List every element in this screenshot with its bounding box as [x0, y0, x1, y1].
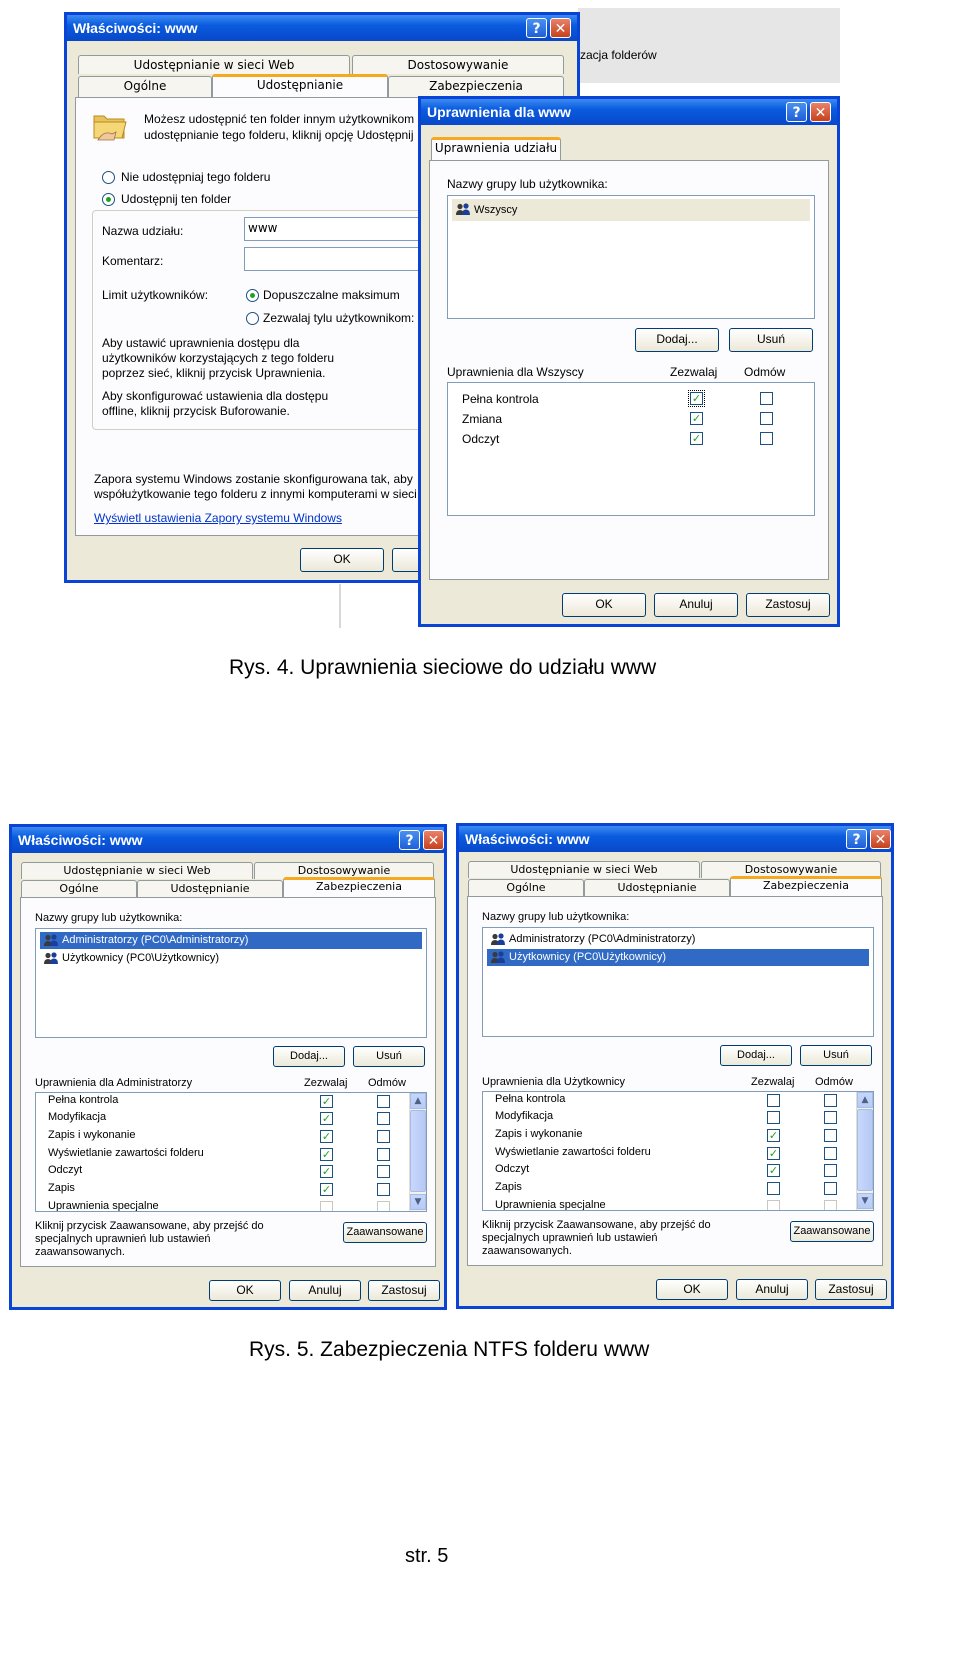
perm-allow-change[interactable]: ✓: [691, 412, 702, 425]
users-listbox[interactable]: [35, 928, 427, 1038]
cancel-button[interactable]: Anuluj: [289, 1280, 361, 1301]
perm-name-list-folder: Wyświetlanie zawartości folderu: [495, 1146, 651, 1158]
allow-column-header: Zezwalaj: [304, 1077, 348, 1089]
perm-name-read: Odczyt: [462, 432, 500, 446]
firewall-text-1: Zapora systemu Windows zostanie skonfigurowana tak, aby: [94, 472, 413, 486]
radio-limit-allow-label: Zezwalaj tylu użytkownikom:: [263, 311, 415, 325]
permissions-scrollbar[interactable]: [856, 1092, 873, 1210]
properties-window-security-admins: [9, 824, 447, 1310]
close-button[interactable]: [870, 829, 891, 849]
perm-name-read-execute: Zapis i wykonanie: [495, 1128, 583, 1140]
perm-name-modify: Modyfikacja: [495, 1110, 554, 1122]
user-limit-label: Limit użytkowników:: [102, 288, 209, 302]
add-button[interactable]: Dodaj...: [720, 1045, 792, 1066]
allow-column-header: Zezwalaj: [670, 365, 718, 379]
figure-4-caption: Rys. 4. Uprawnienia sieciowe do udziału www: [229, 656, 657, 679]
advanced-button[interactable]: Zaawansowane: [343, 1222, 427, 1243]
share-permissions-panel: [429, 160, 829, 580]
remove-button[interactable]: Usuń: [800, 1045, 872, 1066]
list-item[interactable]: [40, 950, 422, 967]
perm-allow-read-execute[interactable]: ✓: [321, 1130, 332, 1143]
perm-allow-modify[interactable]: ✓: [321, 1112, 332, 1125]
user-name: Wszyscy: [474, 204, 518, 216]
close-icon: ✕: [554, 21, 567, 37]
user-name: Użytkownicy (PC0\Użytkownicy): [62, 952, 220, 964]
perm-deny-write[interactable]: [377, 1183, 390, 1196]
close-icon: ✕: [874, 832, 887, 848]
tab-share-permissions[interactable]: Uprawnienia udziału: [431, 137, 561, 161]
sharing-intro-line2: udostępnianie tego folderu, kliknij opcję Udostępnij: [144, 128, 414, 142]
advanced-hint-3: zaawansowanych.: [35, 1246, 125, 1258]
apply-button[interactable]: Zastosuj: [815, 1279, 887, 1300]
help-button[interactable]: [399, 830, 420, 850]
tab-customize[interactable]: Dostosowywanie: [254, 862, 434, 879]
advanced-hint-2: specjalnych uprawnień lub ustawień: [482, 1232, 658, 1244]
deny-column-header: Odmów: [815, 1076, 853, 1088]
title-bar: [67, 15, 577, 41]
advanced-hint-2: specjalnych uprawnień lub ustawień: [35, 1233, 211, 1245]
firewall-text-2: współużytkowanie tego folderu z innymi komputerami w sieci: [94, 487, 417, 501]
advanced-hint-1: Kliknij przycisk Zaawansowane, aby przejść do: [35, 1220, 264, 1232]
apply-button[interactable]: Zastosuj: [746, 593, 830, 617]
perm-allow-write[interactable]: [767, 1182, 780, 1195]
deny-column-header: Odmów: [368, 1077, 406, 1089]
perm-deny-list-folder[interactable]: [377, 1148, 390, 1161]
permissions-list: [447, 382, 815, 516]
perm-name-read-execute: Zapis i wykonanie: [48, 1129, 136, 1141]
ok-button[interactable]: OK: [656, 1279, 728, 1300]
tab-security[interactable]: Zabezpieczenia: [283, 877, 435, 898]
perm-deny-read[interactable]: [377, 1165, 390, 1178]
tab-general[interactable]: Ogólne: [468, 879, 584, 897]
perm-allow-list-folder[interactable]: ✓: [768, 1147, 779, 1160]
radio-share[interactable]: [102, 193, 115, 206]
ok-button[interactable]: OK: [562, 593, 646, 617]
perm-allow-full-control[interactable]: [767, 1094, 780, 1107]
add-button[interactable]: Dodaj...: [635, 328, 719, 352]
perm-allow-special: [767, 1200, 780, 1211]
perm-deny-read[interactable]: [824, 1164, 837, 1177]
tab-customize[interactable]: Dostosowywanie: [352, 55, 564, 74]
group-names-label: Nazwy grupy lub użytkownika:: [35, 912, 183, 924]
permissions-hint-1: Aby ustawić uprawnienia dostępu dla: [102, 336, 300, 350]
close-button[interactable]: [810, 102, 831, 122]
perm-deny-full-control[interactable]: [760, 392, 773, 405]
perm-deny-read-execute[interactable]: [824, 1129, 837, 1142]
users-icon: [44, 952, 58, 965]
help-icon: ?: [532, 21, 541, 37]
radio-limit-max-label: Dopuszczalne maksimum: [263, 288, 400, 302]
perm-deny-modify[interactable]: [824, 1111, 837, 1124]
perm-allow-read[interactable]: ✓: [691, 432, 702, 445]
radio-share-label: Udostępnij ten folder: [121, 192, 232, 206]
tab-security[interactable]: Zabezpieczenia: [730, 876, 882, 897]
ok-button[interactable]: OK: [300, 548, 384, 572]
permissions-hint-3: poprzez sieć, kliknij przycisk Uprawnienia.: [102, 366, 326, 380]
perm-allow-read[interactable]: ✓: [768, 1164, 779, 1177]
background-divider: [339, 584, 341, 628]
perm-name-change: Zmiana: [462, 412, 503, 426]
advanced-hint-3: zaawansowanych.: [482, 1245, 572, 1257]
radio-limit-max[interactable]: [246, 289, 259, 302]
firewall-settings-link[interactable]: Wyświetl ustawienia Zapory systemu Windows: [94, 511, 342, 525]
scroll-thumb[interactable]: [857, 1109, 873, 1191]
perm-deny-list-folder[interactable]: [824, 1147, 837, 1160]
tab-security[interactable]: Zabezpieczenia: [388, 76, 564, 97]
tab-sharing[interactable]: Udostępnianie: [584, 879, 730, 897]
permissions-list: [35, 1092, 427, 1212]
users-icon: [456, 203, 470, 216]
share-permissions-window: [418, 96, 840, 627]
figure-5-caption: Rys. 5. Zabezpieczenia NTFS folderu www: [249, 1338, 650, 1361]
tab-web-sharing[interactable]: Udostępnianie w sieci Web: [468, 861, 700, 878]
help-icon: ?: [852, 832, 861, 848]
share-name-input[interactable]: www: [244, 217, 562, 241]
tab-general[interactable]: Ogólne: [78, 76, 212, 97]
close-button[interactable]: [550, 18, 571, 38]
permissions-scrollbar[interactable]: [409, 1093, 426, 1211]
perm-name-full-control: Pełna kontrola: [48, 1094, 119, 1106]
perm-allow-special: [320, 1201, 333, 1212]
ok-button[interactable]: OK: [209, 1280, 281, 1301]
share-name-label: Nazwa udziału:: [102, 224, 184, 238]
user-name: Administratorzy (PC0\Administratorzy): [62, 934, 249, 946]
help-button[interactable]: [526, 18, 547, 38]
perm-deny-read[interactable]: [760, 432, 773, 445]
tab-sharing[interactable]: Udostępnianie: [137, 880, 283, 898]
close-button[interactable]: [423, 830, 444, 850]
help-button[interactable]: [786, 102, 807, 122]
perm-deny-special: [824, 1200, 837, 1211]
remove-button[interactable]: Usuń: [729, 328, 813, 352]
radio-limit-allow[interactable]: [246, 312, 259, 325]
window-title: Uprawnienia dla www: [427, 104, 571, 120]
perm-deny-modify[interactable]: [377, 1112, 390, 1125]
users-listbox[interactable]: [447, 195, 815, 319]
perm-allow-list-folder[interactable]: ✓: [321, 1148, 332, 1161]
perm-deny-change[interactable]: [760, 412, 773, 425]
permissions-for-label: Uprawnienia dla Użytkownicy: [482, 1076, 626, 1088]
deny-column-header: Odmów: [744, 365, 786, 379]
perm-name-write: Zapis: [495, 1181, 522, 1193]
perm-allow-full-control[interactable]: ✓: [691, 392, 702, 405]
add-button[interactable]: Dodaj...: [273, 1046, 345, 1067]
perm-deny-full-control[interactable]: [377, 1095, 390, 1108]
perm-allow-read[interactable]: ✓: [321, 1165, 332, 1178]
tab-web-sharing[interactable]: Udostępnianie w sieci Web: [21, 862, 253, 879]
user-name: Użytkownicy (PC0\Użytkownicy): [509, 951, 667, 963]
advanced-button[interactable]: Zaawansowane: [790, 1221, 874, 1242]
window-title: Właściwości: www: [18, 832, 143, 848]
tab-customize[interactable]: Dostosowywanie: [701, 861, 881, 878]
cancel-button[interactable]: Anuluj: [654, 593, 738, 617]
users-icon: [491, 933, 505, 946]
comment-label: Komentarz:: [102, 254, 164, 268]
users-icon: [491, 951, 505, 964]
group-names-label: Nazwy grupy lub użytkownika:: [447, 177, 608, 191]
perm-name-read: Odczyt: [495, 1163, 530, 1175]
perm-deny-full-control[interactable]: [824, 1094, 837, 1107]
scroll-down-icon[interactable]: ▼: [857, 1193, 873, 1209]
perm-allow-full-control[interactable]: ✓: [321, 1095, 332, 1108]
offline-hint-1: Aby skonfigurować ustawienia dla dostępu: [102, 389, 329, 403]
security-panel: [467, 896, 883, 1266]
window-title: Właściwości: www: [465, 831, 590, 847]
help-icon: ?: [792, 105, 801, 121]
apply-button[interactable]: Zastosuj: [368, 1280, 440, 1301]
sharing-intro-line1: Możesz udostępnić ten folder innym użytkownikom: [144, 112, 415, 126]
page-number: str. 5: [405, 1545, 449, 1567]
remove-button[interactable]: Usuń: [353, 1046, 425, 1067]
cancel-button[interactable]: Anuluj: [736, 1279, 808, 1300]
perm-allow-read-execute[interactable]: ✓: [768, 1129, 779, 1142]
scroll-down-icon[interactable]: ▼: [410, 1194, 426, 1210]
perm-name-modify: Modyfikacja: [48, 1111, 107, 1123]
perm-name-full-control: Pełna kontrola: [462, 392, 539, 406]
help-button[interactable]: [846, 829, 867, 849]
permissions-for-label: Uprawnienia dla Wszyscy: [447, 365, 584, 379]
perm-deny-special: [377, 1201, 390, 1212]
list-item[interactable]: [40, 932, 422, 949]
permissions-hint-2: użytkowników korzystających z tego folderu: [102, 351, 335, 365]
user-name: Administratorzy (PC0\Administratorzy): [509, 933, 696, 945]
perm-name-special: Uprawnienia specjalne: [48, 1200, 159, 1212]
close-icon: ✕: [427, 833, 440, 849]
scroll-thumb[interactable]: [410, 1110, 426, 1192]
radio-no-share[interactable]: [102, 171, 115, 184]
users-listbox[interactable]: [482, 927, 874, 1037]
window-title: Właściwości: www: [73, 20, 198, 36]
list-item[interactable]: [452, 199, 810, 221]
allow-column-header: Zezwalaj: [751, 1076, 795, 1088]
title-bar: [12, 827, 444, 853]
group-names-label: Nazwy grupy lub użytkownika:: [482, 911, 630, 923]
close-icon: ✕: [814, 105, 827, 121]
perm-name-special: Uprawnienia specjalne: [495, 1199, 606, 1211]
perm-deny-read-execute[interactable]: [377, 1130, 390, 1143]
background-window-strip: [578, 8, 840, 83]
permissions-for-label: Uprawnienia dla Administratorzy: [35, 1077, 193, 1089]
scroll-up-icon[interactable]: ▲: [857, 1092, 873, 1108]
background-window-text: zacja folderów: [580, 48, 657, 62]
offline-hint-2: offline, kliknij przycisk Buforowanie.: [102, 404, 290, 418]
shared-folder-icon: [92, 110, 128, 142]
perm-allow-write[interactable]: ✓: [321, 1183, 332, 1196]
users-icon: [44, 934, 58, 947]
tab-sharing[interactable]: Udostępnianie: [212, 74, 388, 98]
properties-window-security-users: [456, 823, 894, 1309]
list-item[interactable]: [487, 931, 869, 948]
advanced-hint-1: Kliknij przycisk Zaawansowane, aby przejść do: [482, 1219, 711, 1231]
title-bar: [421, 99, 837, 125]
security-panel: [20, 897, 436, 1267]
perm-deny-write[interactable]: [824, 1182, 837, 1195]
permissions-list: [482, 1091, 874, 1211]
radio-no-share-label: Nie udostępniaj tego folderu: [121, 170, 271, 184]
title-bar: [459, 826, 891, 852]
perm-name-read: Odczyt: [48, 1164, 83, 1176]
help-icon: ?: [405, 833, 414, 849]
perm-name-write: Zapis: [48, 1182, 75, 1194]
list-item[interactable]: [487, 949, 869, 966]
tab-general[interactable]: Ogólne: [21, 880, 137, 898]
scroll-up-icon[interactable]: ▲: [410, 1093, 426, 1109]
tab-web-sharing[interactable]: Udostępnianie w sieci Web: [78, 55, 350, 74]
perm-name-full-control: Pełna kontrola: [495, 1093, 566, 1105]
perm-allow-modify[interactable]: [767, 1111, 780, 1124]
perm-name-list-folder: Wyświetlanie zawartości folderu: [48, 1147, 204, 1159]
